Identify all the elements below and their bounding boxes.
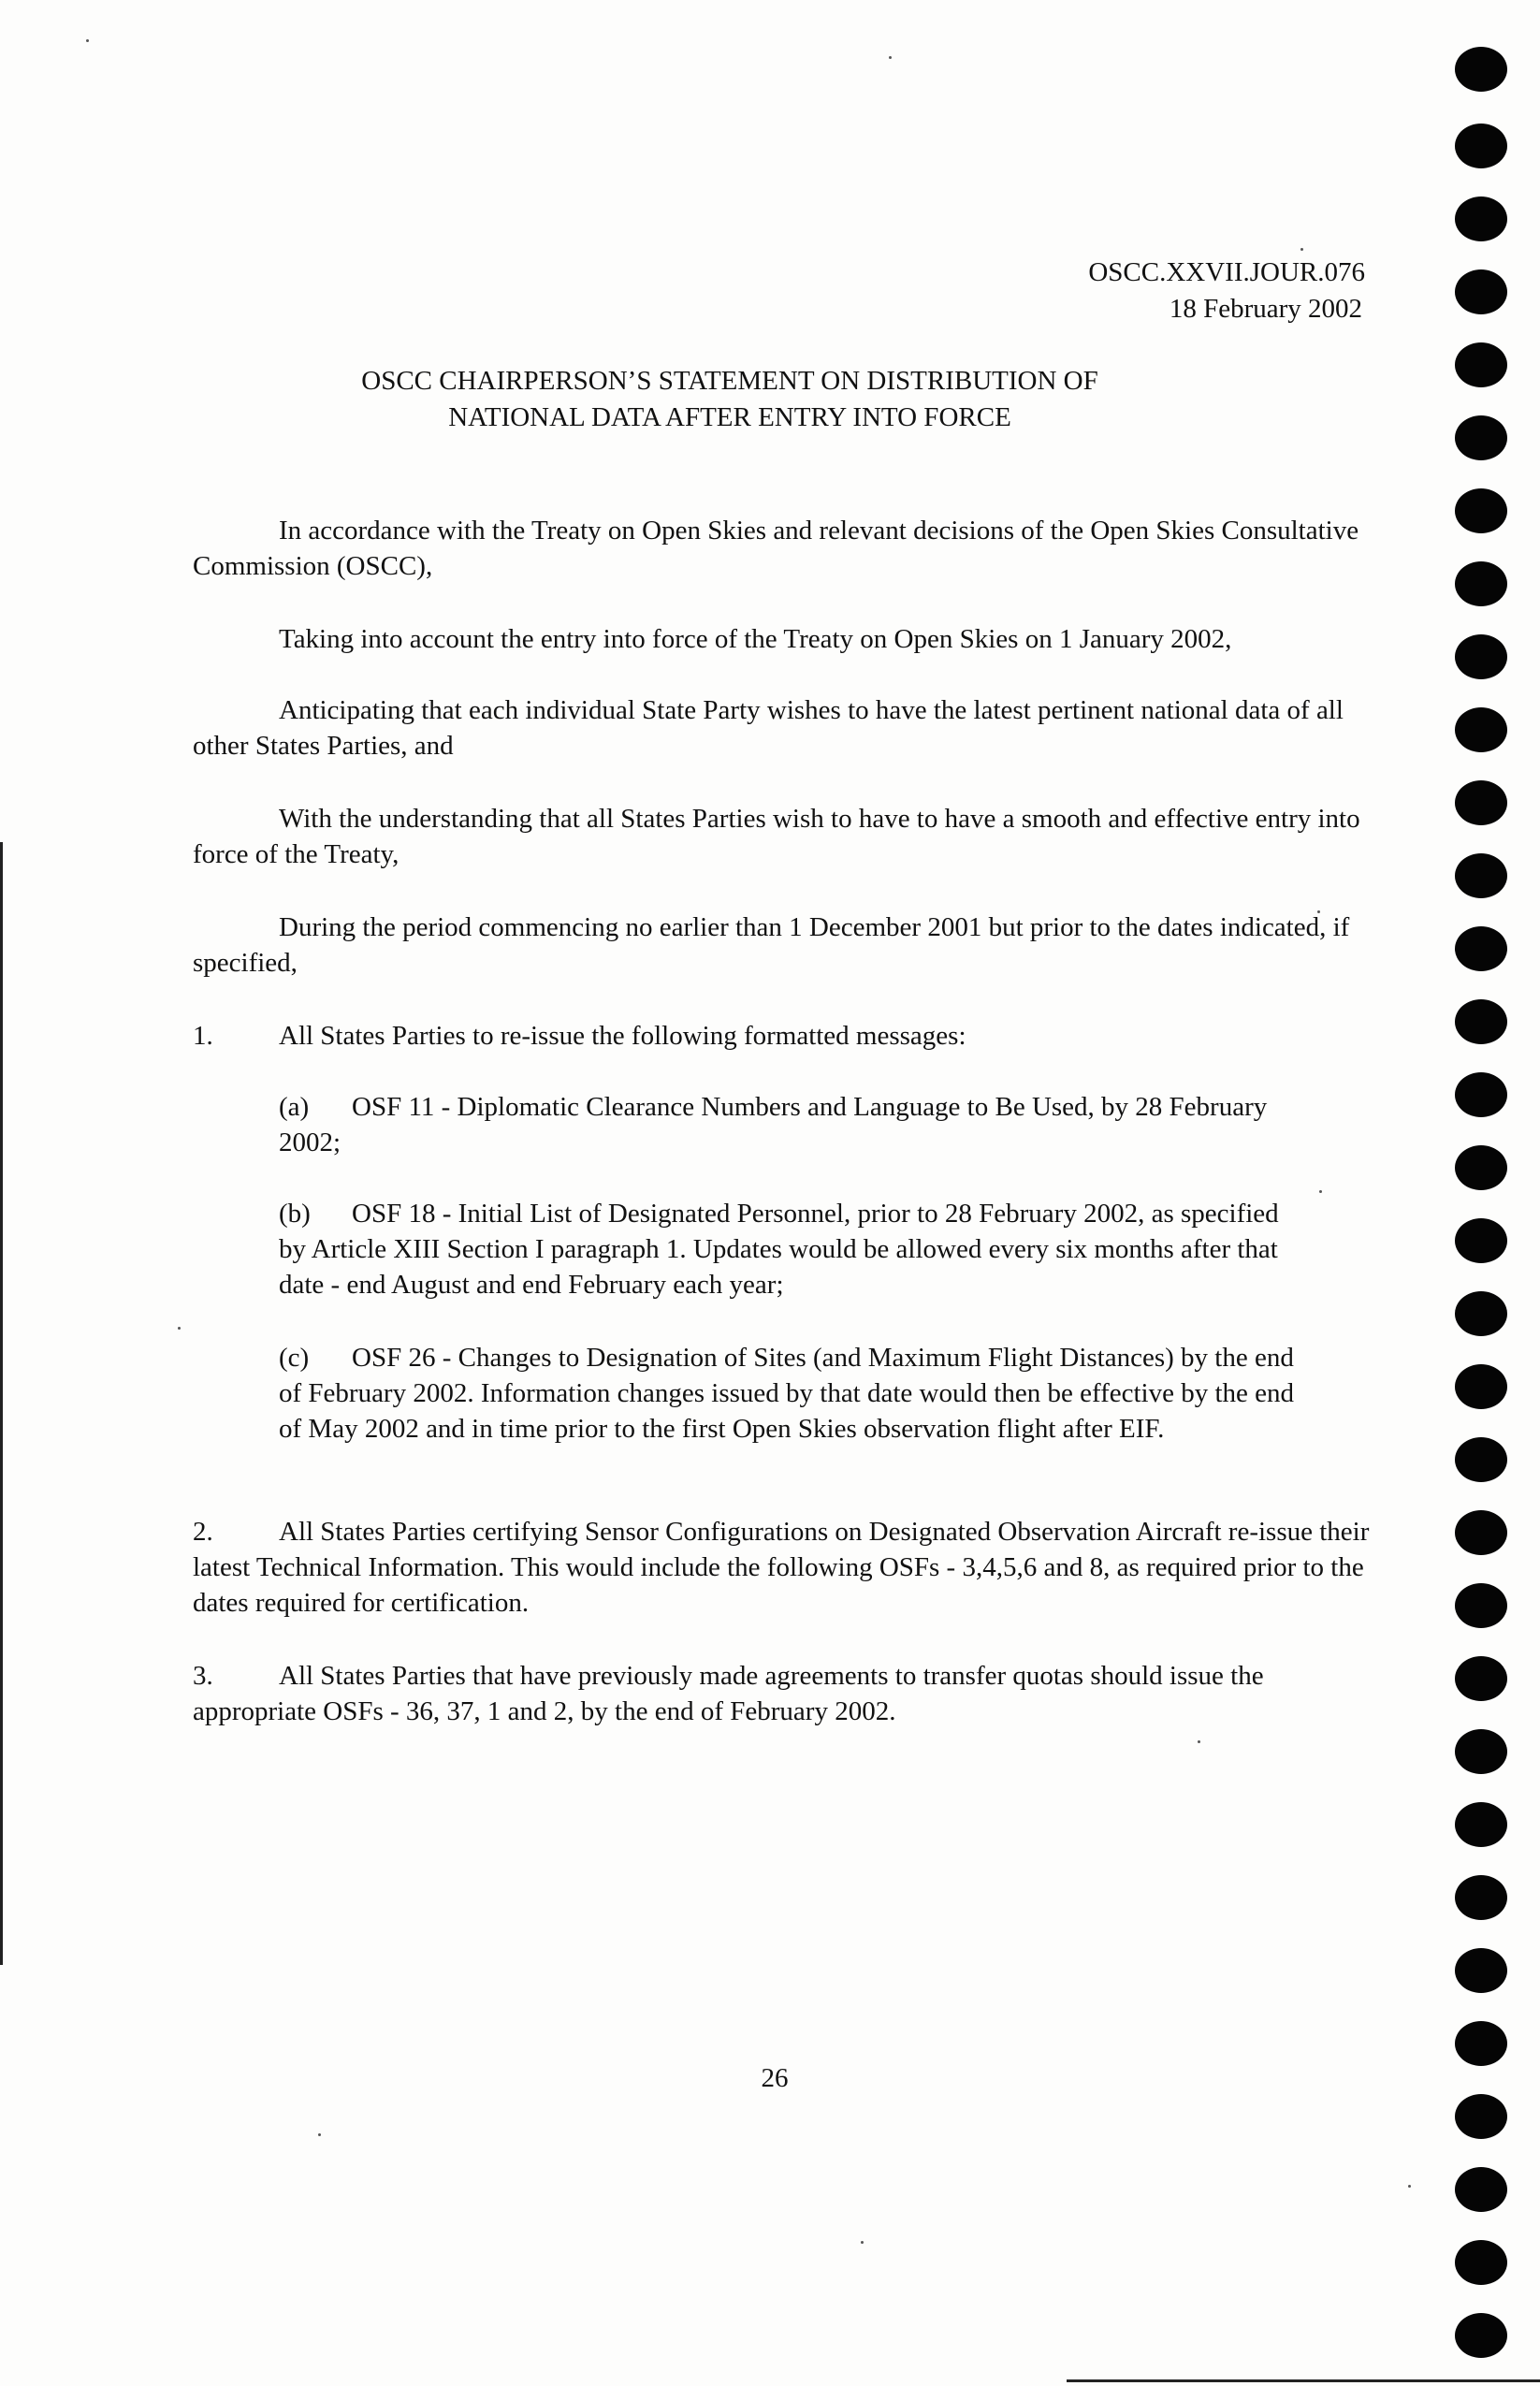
binding-hole — [1455, 415, 1507, 460]
item-number: 2. — [193, 1517, 213, 1547]
binding-hole — [1455, 342, 1507, 387]
binding-hole — [1455, 2167, 1507, 2212]
subitem-text: OSF 26 - Changes to Designation of Sites (and Maximum Flight Distances) by the end of February 2002. Information changes issued by that date would then be effective by the end of May 2002 and in time prior to the first Open Skies observation flight after EIF. — [279, 1343, 1295, 1444]
scan-speck — [889, 56, 892, 59]
binding-hole — [1455, 1510, 1507, 1555]
binding-holes — [1455, 47, 1511, 2349]
binding-hole — [1455, 561, 1507, 606]
binding-hole — [1455, 707, 1507, 752]
preamble-paragraph: With the understanding that all States Parties wish to have to have a smooth and effective entry into force of the Treaty, — [193, 804, 1360, 869]
binding-hole — [1455, 1218, 1507, 1263]
binding-hole — [1455, 1291, 1507, 1336]
binding-hole — [1455, 1145, 1507, 1190]
preamble-paragraph: In accordance with the Treaty on Open Skies and relevant decisions of the Open Skies Consultative Commission (OSCC), — [193, 516, 1359, 581]
binding-hole — [1455, 196, 1507, 241]
binding-hole — [1455, 2240, 1507, 2285]
item-number: 1. — [193, 1021, 213, 1051]
subitem-label: (b) — [279, 1199, 311, 1229]
preamble-paragraph: Anticipating that each individual State Party wishes to have the latest pertinent national data of all other States Parties, and — [193, 695, 1344, 761]
item-text — [193, 1514, 1372, 1621]
scan-speck — [178, 1327, 181, 1330]
binding-hole — [1455, 999, 1507, 1044]
binding-hole — [1455, 853, 1507, 898]
binding-hole — [1455, 1072, 1507, 1117]
binding-hole — [1455, 269, 1507, 314]
binding-hole — [1455, 926, 1507, 971]
binding-hole — [1455, 1656, 1507, 1701]
binding-hole — [1455, 1802, 1507, 1847]
subitem-label: (a) — [279, 1092, 310, 1122]
binding-hole — [1455, 1948, 1507, 1993]
scan-speck — [1300, 248, 1303, 251]
binding-hole — [1455, 1437, 1507, 1482]
page-number: 26 — [761, 2063, 789, 2093]
item-body: All States Parties certifying Sensor Configurations on Designated Observation Aircraft re-issue their latest Technical Information. This would include the following OSFs - 3,4,5,6 and 8, as required prior to the dates required for certification. — [193, 1517, 1370, 1618]
subitem-text: OSF 11 - Diplomatic Clearance Numbers and Language to Be Used, by 28 February 2002; — [279, 1092, 1268, 1157]
item-number: 3. — [193, 1661, 213, 1691]
subitem-label: (c) — [279, 1343, 310, 1373]
scan-edge-left — [0, 842, 3, 1965]
item-body: All States Parties that have previously made agreements to transfer quotas should issue the appropriate OSFs - 36, 37, 1 and 2, by the end of February 2002. — [193, 1661, 1264, 1726]
binding-hole — [1455, 1364, 1507, 1409]
scan-speck — [86, 39, 89, 42]
scan-speck — [318, 2133, 321, 2136]
document-title-line1: OSCC CHAIRPERSON’S STATEMENT ON DISTRIBUTION OF — [361, 366, 1098, 396]
scan-edge-bottom — [1067, 2379, 1540, 2382]
preamble-paragraph: Taking into account the entry into force of the Treaty on Open Skies on 1 January 2002, — [279, 624, 1232, 654]
scan-speck — [1408, 2185, 1411, 2188]
scan-speck — [1319, 1190, 1322, 1193]
subitem-text: OSF 18 - Initial List of Designated Personnel, prior to 28 February 2002, as specified by Article XIII Section I paragraph 1. Updates would be allowed every six months after that date - end August and end February each year; — [279, 1199, 1279, 1300]
binding-hole — [1455, 2094, 1507, 2139]
scan-speck — [861, 2241, 864, 2244]
item-text — [193, 1658, 1372, 1729]
item-text: All States Parties to re-issue the following formatted messages: — [279, 1021, 966, 1051]
binding-hole — [1455, 2021, 1507, 2066]
document-title-line2: NATIONAL DATA AFTER ENTRY INTO FORCE — [448, 402, 1011, 432]
binding-hole — [1455, 634, 1507, 679]
binding-hole — [1455, 1875, 1507, 1920]
document-reference: OSCC.XXVII.JOUR.076 — [1088, 257, 1365, 287]
document-date: 18 February 2002 — [1169, 294, 1362, 324]
preamble-paragraph: During the period commencing no earlier than 1 December 2001 but prior to the dates indicated, if specified, — [193, 912, 1350, 978]
binding-hole — [1455, 780, 1507, 825]
binding-hole — [1455, 488, 1507, 533]
binding-hole — [1455, 124, 1507, 168]
binding-hole — [1455, 1729, 1507, 1774]
scan-speck — [1198, 1740, 1200, 1743]
binding-hole — [1455, 2313, 1507, 2358]
binding-hole — [1455, 47, 1507, 92]
binding-hole — [1455, 1583, 1507, 1628]
